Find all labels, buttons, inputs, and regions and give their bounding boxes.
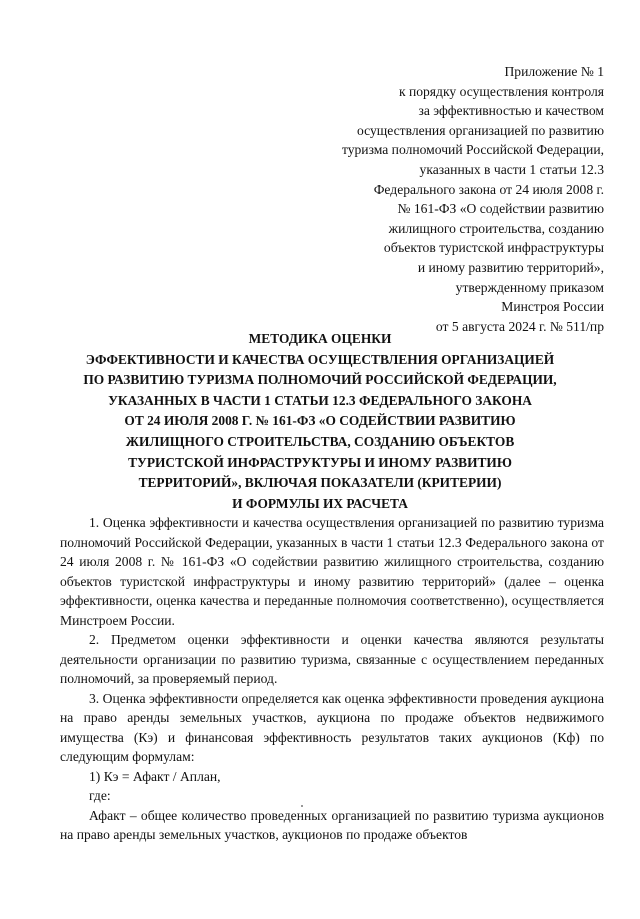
title-line: МЕТОДИКА ОЦЕНКИ (248, 331, 392, 346)
paragraph-3: 3. Оценка эффективности определяется как оценка эффективности проведения аукциона на право аренды земельных участков, аукциона по продаже объектов недвижимого имущества (Кэ) и финансовая эффективность результатов таких аукционов (Кф) по следующим формулам: (60, 690, 604, 764)
appendix-line: и иному развитию территорий», (417, 259, 604, 275)
appendix-line: за эффективностью и качеством (418, 103, 604, 119)
document-body (60, 513, 604, 845)
title-line: ЖИЛИЩНОГО СТРОИТЕЛЬСТВА, СОЗДАНИЮ ОБЪЕКТОВ (125, 433, 515, 449)
title-line: ЭФФЕКТИВНОСТИ И КАЧЕСТВА ОСУЩЕСТВЛЕНИЯ ОРГАНИЗАЦИЕЙ (85, 351, 555, 367)
appendix-line: туризма полномочий Российской Федерации, (341, 142, 604, 158)
paragraph-1: 1. Оценка эффективности и качества осуществления организацией по развитию туризма полномочий Российской Федерации, указанных в части 1 статьи 12.3 Федерального закона от 24 июля 2008 г. № 161-ФЗ «О содействии развитию жилищного строительства, созданию объектов туристской инфраструктуры и иному развитию территорий» (далее – оценка эффективности, оценка качества и переданные полномочия соответственно), осуществляется Минстроем России. (60, 515, 604, 628)
title-line: ТЕРРИТОРИЙ», ВКЛЮЧАЯ ПОКАЗАТЕЛИ (КРИТЕРИИ) (138, 475, 502, 491)
title-line: ТУРИСТСКОЙ ИНФРАСТРУКТУРЫ И ИНОМУ РАЗВИТИЮ (128, 454, 512, 470)
title-line: УКАЗАННЫХ В ЧАСТИ 1 СТАТЬИ 12.3 ФЕДЕРАЛЬНОГО ЗАКОНА (108, 392, 532, 408)
appendix-line: утвержденному приказом (455, 279, 604, 295)
appendix-line: Минстроя России (501, 299, 604, 315)
appendix-header (244, 62, 604, 336)
appendix-line: объектов туристской инфраструктуры (383, 240, 604, 256)
title-line: ОТ 24 ИЮЛЯ 2008 Г. № 161-ФЗ «О СОДЕЙСТВИИ РАЗВИТИЮ (124, 413, 516, 429)
paragraph-2: 2. Предметом оценки эффективности и оценки качества являются результаты деятельности организации по развитию туризма, связанные с осуществлением переданных полномочий, за проверяемый период. (60, 632, 604, 686)
appendix-line: от 5 августа 2024 г. № 511/пр (435, 318, 604, 334)
appendix-line: № 161-ФЗ «О содействии развитию (397, 201, 604, 217)
title-line: И ФОРМУЛЫ ИХ РАСЧЕТА (232, 495, 408, 511)
appendix-line: осуществления организацией по развитию (356, 122, 604, 138)
appendix-line: указанных в части 1 статьи 12.3 (419, 161, 604, 177)
appendix-line: Федерального закона от 24 июля 2008 г. (373, 181, 604, 197)
where-label: где: (89, 788, 111, 803)
document-title (40, 329, 600, 514)
appendix-line: Приложение № 1 (504, 64, 604, 79)
title-line: ПО РАЗВИТИЮ ТУРИЗМА ПОЛНОМОЧИЙ РОССИЙСКОЙ ФЕДЕРАЦИИ, (83, 372, 557, 388)
paragraph-4: Афакт – общее количество проведенных организацией по развитию туризма аукционов на право аренды земельных участков, аукционов по продаже объектов (60, 807, 604, 842)
appendix-line: жилищного строительства, созданию (388, 220, 604, 236)
appendix-line: к порядку осуществления контроля (398, 83, 604, 99)
scan-speck (301, 805, 303, 807)
formula-1: 1) Кэ = Афакт / Аплан, (89, 768, 221, 784)
